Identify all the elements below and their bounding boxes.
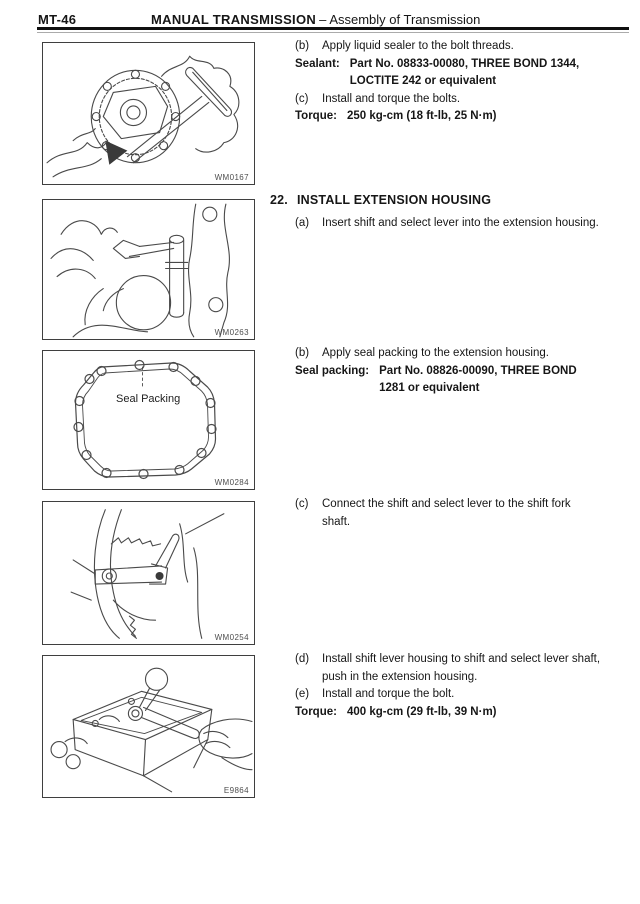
header-rule-thin — [37, 32, 629, 33]
item-text: Insert shift and select lever into the extension housing. — [322, 216, 599, 229]
item-text — [322, 496, 571, 531]
spec-label: Torque: — [295, 110, 337, 123]
figure-box-wm0263 — [42, 199, 255, 340]
step-title: INSTALL EXTENSION HOUSING — [297, 193, 492, 207]
spec-value — [347, 108, 497, 126]
item-label: (e) — [295, 688, 310, 701]
step-number: 22. — [270, 193, 288, 207]
item-label: (b) — [295, 347, 310, 359]
item-text: Apply seal packing to the extension housing. — [322, 347, 549, 359]
instruction-item-d — [270, 651, 638, 686]
header-rule-thick — [37, 27, 629, 30]
instruction-item-c — [270, 91, 638, 109]
spec-value — [379, 363, 577, 398]
item-text: Install and torque the bolt. — [322, 688, 455, 701]
spec-label: Seal packing: — [295, 364, 370, 377]
item-label: (a) — [295, 216, 310, 229]
instruction-item-c — [270, 496, 638, 531]
section-name: MANUAL TRANSMISSION — [151, 12, 317, 27]
seal-packing-callout: Seal Packing — [116, 393, 181, 405]
item-text: Apply liquid sealer to the bolt threads. — [322, 40, 514, 52]
spec-line: LOCTITE 242 or equivalent — [349, 75, 497, 88]
connect-shift-fork-shaft-illustration — [43, 502, 254, 644]
item-line: shaft. — [322, 515, 351, 528]
insert-shift-select-lever-illustration — [43, 200, 254, 339]
install-housing-text-block — [270, 651, 638, 721]
item-line: Connect the shift and select lever to the shift fork — [322, 498, 571, 510]
torque-bearing-retainer-illustration — [43, 43, 254, 184]
seal-packing-spec — [270, 363, 638, 398]
page-code: MT-46 — [38, 12, 77, 27]
instruction-item-e — [270, 686, 638, 704]
figure-id-label: E9864 — [223, 786, 249, 795]
torque-spec — [270, 108, 638, 126]
item-label: (c) — [295, 498, 309, 510]
instruction-item-a — [270, 215, 638, 233]
figure-id-label: WM0167 — [214, 173, 249, 182]
spec-line: Part No. 08833-00080, THREE BOND 1344, — [349, 57, 580, 70]
seal-packing-gasket-illustration — [43, 351, 254, 489]
page-title — [151, 12, 480, 27]
step21-text-block — [270, 38, 638, 126]
item-label: (b) — [295, 40, 310, 52]
sealant-spec — [270, 56, 638, 91]
install-shift-lever-housing-illustration — [43, 656, 254, 797]
title-dash: – — [319, 12, 327, 27]
spec-label: Torque: — [295, 705, 337, 718]
torque-spec — [270, 704, 638, 722]
step-heading — [270, 192, 638, 210]
item-text — [322, 651, 600, 686]
spec-label: Sealant: — [295, 57, 340, 70]
connect-lever-text-block — [270, 496, 638, 531]
item-text: Install and torque the bolts. — [322, 92, 461, 105]
item-line: Install shift lever housing to shift and select lever shaft, — [322, 653, 601, 665]
figure-id-label: WM0254 — [214, 633, 249, 642]
figure-id-label: WM0263 — [214, 328, 249, 337]
subsection-name: Assembly of Transmission — [329, 12, 481, 27]
spec-value — [350, 56, 579, 91]
instruction-item-b — [270, 38, 638, 56]
figure-box-wm0254 — [42, 501, 255, 645]
item-label: (c) — [295, 92, 309, 105]
figure-box-wm0284 — [42, 350, 255, 490]
item-line: push in the extension housing. — [322, 670, 478, 683]
spec-line: 1281 or equivalent — [379, 382, 480, 395]
spec-line: 400 kg-cm (29 ft-lb, 39 N·m) — [346, 705, 497, 718]
spec-value — [347, 704, 497, 722]
spec-line: Part No. 08826-00090, THREE BOND — [379, 364, 577, 377]
item-label: (d) — [295, 653, 310, 665]
instruction-item-b — [270, 345, 638, 363]
spec-line: 250 kg-cm (18 ft-lb, 25 N·m) — [346, 110, 497, 123]
figure-box-wm0167 — [42, 42, 255, 185]
figure-box-e9864 — [42, 655, 255, 798]
seal-packing-text-block — [270, 345, 638, 398]
step22-heading-block — [270, 192, 638, 232]
figure-id-label: WM0284 — [214, 478, 249, 487]
